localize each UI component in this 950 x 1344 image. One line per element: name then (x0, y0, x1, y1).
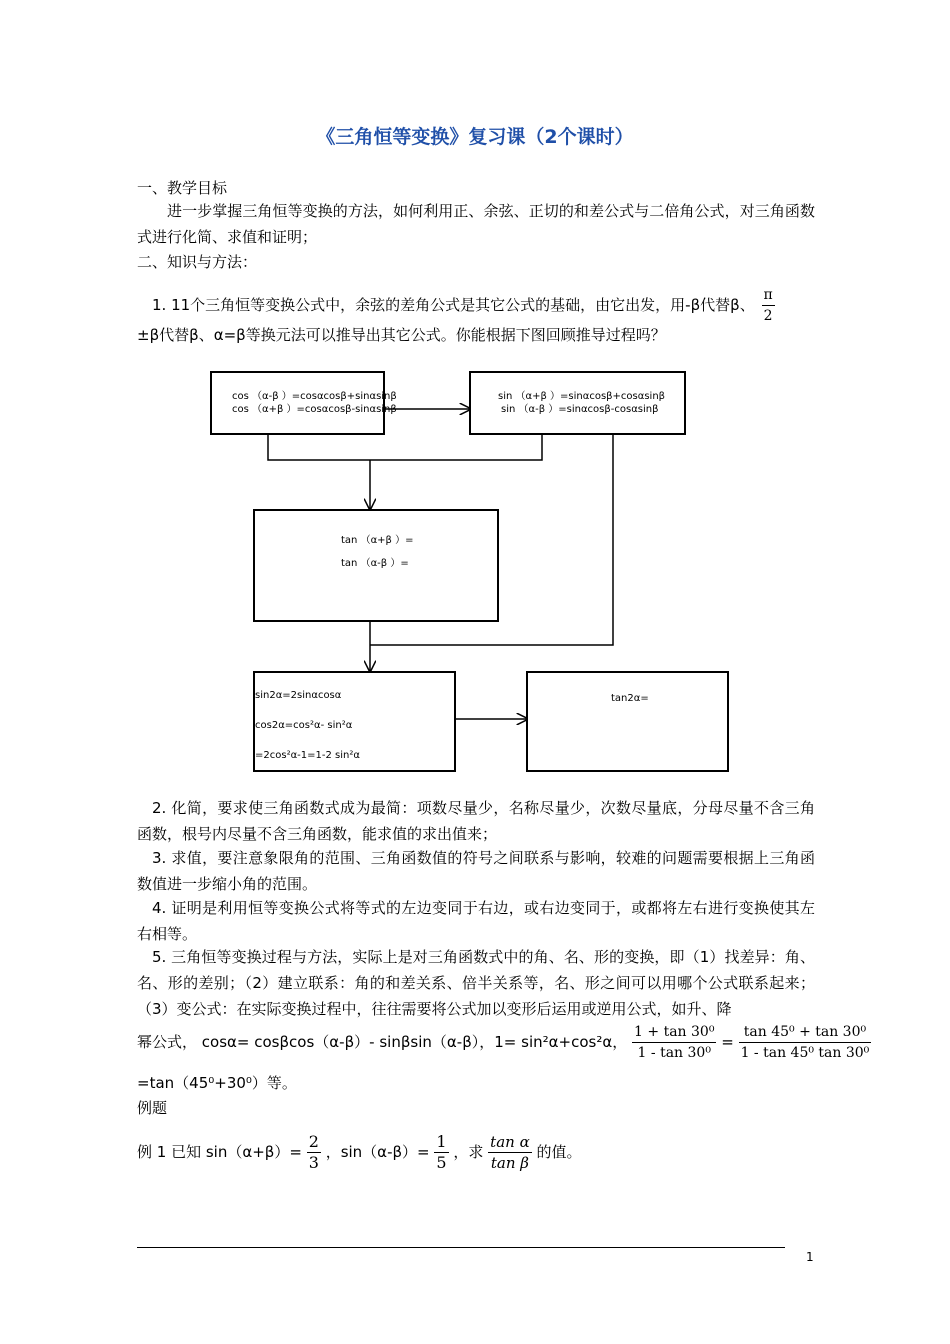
example-1-text-a: 例 1 已知 sin（α+β）= (137, 1143, 302, 1161)
page-title: 《三角恒等变换》复习课（2个课时） (316, 126, 634, 148)
fraction-denominator: 5 (436, 1153, 447, 1172)
sin-sum-formula: sin （α+β ）=sinαcosβ+cosαsinβ (498, 391, 666, 402)
item-5-formula-line (137, 1022, 871, 1063)
tan2a-formula: tan2α= (611, 693, 649, 704)
fraction-numerator: tan α (490, 1133, 530, 1151)
equals-sign: = (721, 1033, 734, 1051)
double-angle-box (253, 671, 456, 772)
item-5-tail: 幂公式， cosα= cosβcos（α-β）- sinβsin（α-β），1= sin²α+cos²α， (137, 1033, 628, 1051)
tan-75-fraction-1 (632, 1022, 716, 1063)
fraction-numerator: π (762, 285, 775, 306)
tan2a-box (526, 671, 729, 772)
tan-diff-formula: tan （α-β ）= (341, 558, 409, 569)
tan-formula-box (253, 509, 499, 622)
item-2: 2. 化简，要求使三角函数式成为最简：项数尽量少，名称尽量少，次数尽量底，分母尽量不含三角函数，根号内尽量不含三角函数，能求值的求出值来； (137, 799, 815, 843)
fraction-denominator: 2 (763, 308, 773, 324)
fraction-denominator: tan β (490, 1154, 529, 1172)
fraction-one-fifth (434, 1132, 448, 1173)
example-1-text-c: ，求 (453, 1143, 484, 1161)
cos-formula-box (210, 371, 397, 435)
section-2-heading: 二、知识与方法： (137, 253, 258, 271)
example-1-text-d: 的值。 (536, 1143, 582, 1161)
item-5-end: =tan（45⁰+30⁰）等。 (137, 1074, 297, 1092)
fraction-numerator: 2 (308, 1132, 319, 1151)
item-5: 5. 三角恒等变换过程与方法，实际上是对三角函数式中的角、名、形的变换，即（1）找差异：角、名、形的差别；（2）建立联系：角的和差关系、倍半关系等，名、形之间可以用哪个公式联系起来；（3）变公式：在实际变换过程中，往往需要将公式加以变形后运用或逆用公式，如升、降 (137, 948, 815, 1018)
example-1-text-b: ，sin（α-β）= (325, 1143, 430, 1161)
fraction-numerator: 1 + tan 30⁰ (632, 1022, 716, 1043)
connector-box1-box2 (268, 434, 542, 460)
fraction-numerator: tan 45⁰ + tan 30⁰ (739, 1022, 872, 1043)
tan-sum-formula: tan （α+β ）= (341, 535, 414, 546)
footer-divider (137, 1247, 785, 1248)
section-1-heading: 一、教学目标 (137, 179, 228, 197)
fraction-denominator: 1 - tan 30⁰ (637, 1045, 711, 1061)
cos2a-formula: cos2α=cos²α- sin²α (255, 720, 353, 731)
cos-diff-formula: cos （α-β ）=cosαcosβ+sinαsinβ (232, 391, 397, 402)
cos-sum-formula: cos （α+β ）=cosαcosβ-sinαsinβ (232, 404, 397, 415)
fraction-denominator: 3 (308, 1153, 319, 1172)
tan-75-fraction-2 (739, 1022, 872, 1063)
page-number: 1 (806, 1250, 814, 1264)
cos2a-variants: =2cos²α-1=1-2 sin²α (255, 750, 360, 761)
sin-formula-box (469, 371, 686, 435)
item-1-line-2: ±β代替β、α=β等换元法可以推导出其它公式。你能根据下图回顾推导过程吗？ (137, 326, 666, 344)
fraction-numerator: 1 (436, 1132, 447, 1151)
sin2a-formula: sin2α=2sinαcosα (255, 690, 342, 701)
fraction-two-thirds (307, 1132, 321, 1173)
sin-diff-formula: sin （α-β ）=sinαcosβ-cosαsinβ (501, 404, 659, 415)
fraction-denominator: 1 - tan 45⁰ tan 30⁰ (740, 1045, 870, 1061)
examples-heading: 例题 (137, 1099, 168, 1117)
section-1-text: 进一步掌握三角恒等变换的方法，如何利用正、余弦、正切的和差公式与二倍角公式，对三角函数式进行化简、求值和证明； (137, 202, 815, 246)
item-3: 3. 求值，要注意象限角的范围、三角函数值的符号之间联系与影响，较难的问题需要根据上三角函数值进一步缩小角的范围。 (137, 849, 815, 893)
item-4: 4. 证明是利用恒等变换公式将等式的左边变同于右边，或右边变同于，或都将左右进行变换使其左右相等。 (137, 899, 815, 943)
item-1-text-a: 1. 11个三角恒等变换公式中，余弦的差角公式是其它公式的基础，由它出发，用-β代替β、 (152, 296, 755, 314)
example-1 (137, 1132, 582, 1173)
fraction-tan-ratio (488, 1132, 532, 1173)
